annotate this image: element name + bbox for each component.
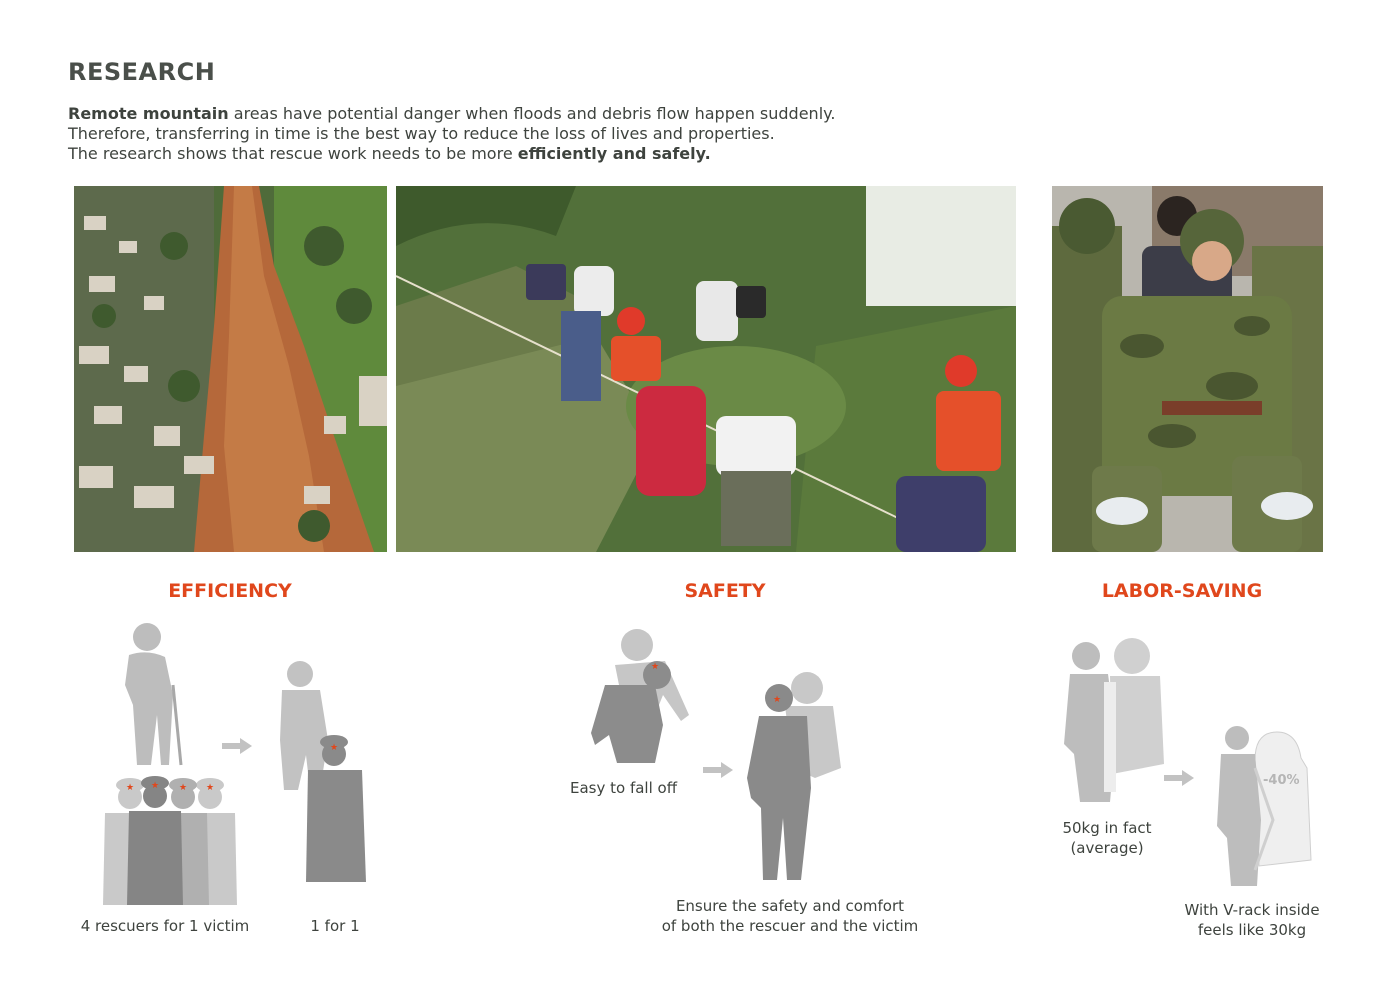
- safety-caption-right: [640, 896, 940, 936]
- svg-text:★: ★: [330, 743, 339, 753]
- safety-arrow-icon: [703, 762, 733, 778]
- safe-carry-figure: [745, 668, 850, 883]
- aerial-landslide-photo: [74, 186, 387, 552]
- intro-line-3-start: The research shows that rescue work needs to be more: [68, 144, 518, 163]
- intro-line-3: [68, 144, 968, 164]
- svg-text:★: ★: [206, 783, 215, 793]
- svg-text:★: ★: [151, 781, 160, 791]
- four-rescuers-figure: [95, 615, 255, 905]
- intro-highlight-1: Remote mountain: [68, 104, 229, 123]
- efficiency-caption-left: 4 rescuers for 1 victim: [80, 917, 250, 935]
- safety-caption-left: Easy to fall off: [570, 779, 678, 797]
- soldier-carry-photo: [1052, 186, 1323, 552]
- labor-caption-right-line-1: With V-rack inside: [1184, 901, 1320, 919]
- safety-caption-right-line-2: of both the rescuer and the victim: [661, 917, 919, 935]
- svg-text:★: ★: [773, 695, 782, 705]
- labor-caption-left-line-2: (average): [1070, 839, 1144, 857]
- efficiency-arrow-icon: [222, 738, 252, 754]
- heavy-load-figure: [1060, 634, 1165, 809]
- efficiency-heading: EFFICIENCY: [168, 580, 292, 602]
- fall-off-figure: [585, 625, 705, 765]
- svg-text:★: ★: [651, 662, 660, 672]
- svg-text:★: ★: [179, 783, 188, 793]
- intro-line-1-rest: areas have potential danger when floods and debris flow happen suddenly.: [228, 104, 836, 123]
- labor-saving-heading: LABOR-SAVING: [1101, 580, 1263, 602]
- safety-heading: SAFETY: [684, 580, 766, 602]
- labor-arrow-icon: [1164, 770, 1194, 786]
- labor-caption-right-line-2: feels like 30kg: [1197, 921, 1307, 939]
- safety-caption-right-line-1: Ensure the safety and comfort: [675, 897, 905, 915]
- intro-line-1: [68, 104, 968, 124]
- labor-caption-right: [1160, 900, 1344, 940]
- labor-caption-left: [1042, 818, 1172, 858]
- weight-reduction-badge: -40%: [1263, 773, 1300, 788]
- one-rescuer-figure: [270, 660, 370, 885]
- rescue-climb-photo: [396, 186, 1016, 552]
- intro-highlight-2: efficiently and safely.: [517, 144, 711, 163]
- v-rack-figure: [1215, 720, 1315, 890]
- intro-line-2: Therefore, transferring in time is the best way to reduce the loss of lives and properties.: [68, 124, 775, 143]
- page-title: RESEARCH: [68, 58, 216, 86]
- labor-caption-left-line-1: 50kg in fact: [1062, 819, 1152, 837]
- intro-text: [68, 104, 968, 164]
- efficiency-caption-right: 1 for 1: [310, 917, 360, 935]
- svg-text:★: ★: [126, 783, 135, 793]
